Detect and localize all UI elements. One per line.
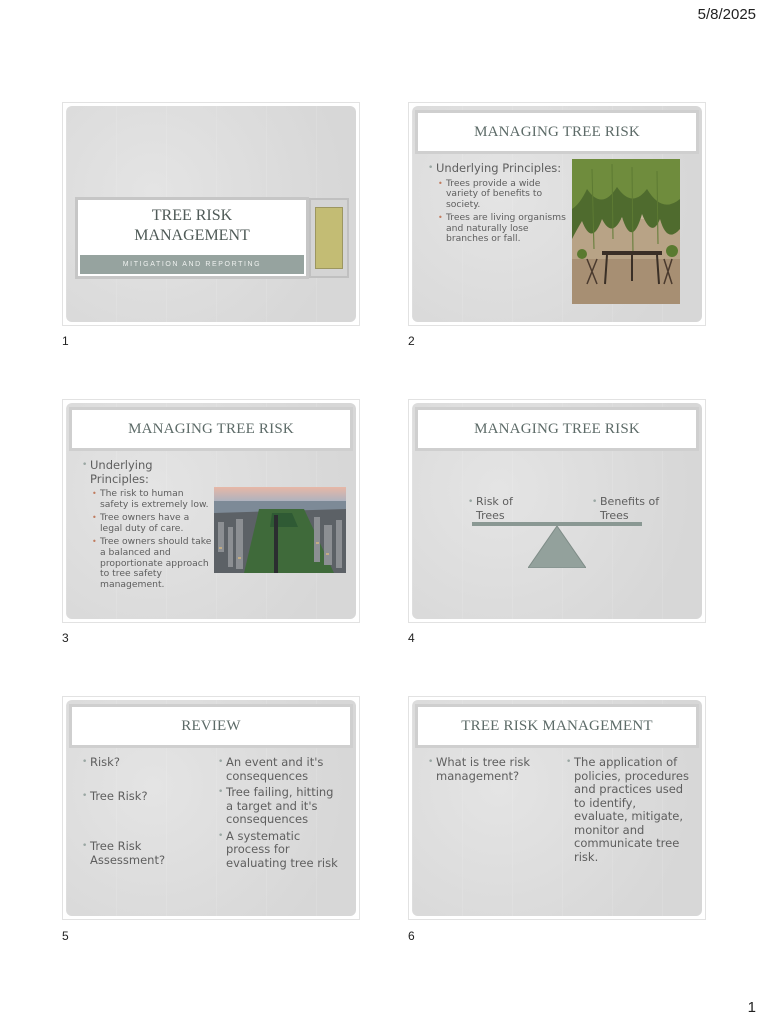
benefits-of-trees-label: • Benefits of Trees: [592, 495, 660, 522]
slide-1-background: [66, 106, 356, 322]
slide-number-1: 1: [62, 334, 69, 348]
slide-6-background: [412, 700, 702, 916]
definition-answer: • The application of policies, procedures and practices used to identify, evaluate, mitigate, monitor and communicate tree risk.: [566, 756, 690, 867]
bullet: • Underlying Principles:: [82, 459, 212, 486]
answer: • A systematic process for evaluating tree risk: [218, 830, 344, 871]
slide-number-5: 5: [62, 929, 69, 943]
question-tree-risk: • Tree Risk?: [82, 790, 210, 804]
answer: • An event and it's consequences: [218, 756, 344, 783]
slide-4-background: [412, 403, 702, 619]
slide-5-title: REVIEW: [181, 717, 241, 734]
city-park-aerial-photo: [214, 487, 346, 573]
slide-3-title-bar: [72, 410, 350, 448]
slide-3-background: [66, 403, 356, 619]
slide-2-background: [412, 106, 702, 322]
answer: • Tree failing, hitting a target and it's consequences: [218, 786, 344, 827]
tree-patio-photo: [572, 159, 680, 304]
sub-bullet: • Trees are living organisms and naturally lose branches or fall.: [438, 213, 566, 245]
slide-number-4: 4: [408, 631, 415, 645]
question-risk: • Risk?: [82, 756, 210, 770]
question-tree-risk-assessment: • Tree Risk Assessment?: [82, 840, 170, 867]
title-box: [78, 200, 306, 276]
slide-thumbnail-4[interactable]: [408, 399, 706, 623]
slide-1-subtitle: MITIGATION AND REPORTING: [80, 255, 304, 274]
slide-number-6: 6: [408, 929, 415, 943]
slide-thumbnail-6[interactable]: [408, 696, 706, 920]
risk-of-trees-label: • Risk of Trees: [468, 495, 513, 522]
seesaw-fulcrum: [528, 526, 586, 568]
side-accent-panel: [311, 200, 347, 276]
bullet: • Underlying Principles:: [428, 162, 566, 176]
sub-bullet: • The risk to human safety is extremely low.: [92, 489, 212, 510]
slide-thumbnail-5[interactable]: [62, 696, 360, 920]
slide-5-background: [66, 700, 356, 916]
sub-bullet: • Tree owners have a legal duty of care.: [92, 513, 212, 534]
sub-bullet: • Tree owners should take a balanced and proportionate approach to tree safety management.: [92, 537, 212, 590]
slide-3-title: MANAGING TREE RISK: [128, 420, 294, 437]
slide-6-title: TREE RISK MANAGEMENT: [461, 717, 653, 734]
slide-3-bullets: [82, 459, 212, 593]
slide-thumbnail-1[interactable]: [62, 102, 360, 326]
page-number: 1: [747, 999, 756, 1016]
slide-thumbnail-2[interactable]: [408, 102, 706, 326]
slide-6-title-bar: [418, 707, 696, 745]
slide-2-title-bar: [418, 113, 696, 151]
sub-bullet: • Trees provide a wide variety of benefits to society.: [438, 179, 566, 211]
slide-number-2: 2: [408, 334, 415, 348]
slide-4-title-bar: [418, 410, 696, 448]
print-date: 5/8/2025: [697, 6, 756, 23]
slide-4-title: MANAGING TREE RISK: [474, 420, 640, 437]
slide-thumbnail-3[interactable]: [62, 399, 360, 623]
slide-number-3: 3: [62, 631, 69, 645]
definition-question: • What is tree risk management?: [428, 756, 532, 786]
slide-5-title-bar: [72, 707, 350, 745]
slide-1-title: TREE RISK MANAGEMENT: [134, 207, 250, 244]
slide-2-bullets: [428, 162, 566, 248]
slide-2-title: MANAGING TREE RISK: [474, 123, 640, 140]
review-answers: [218, 756, 344, 873]
